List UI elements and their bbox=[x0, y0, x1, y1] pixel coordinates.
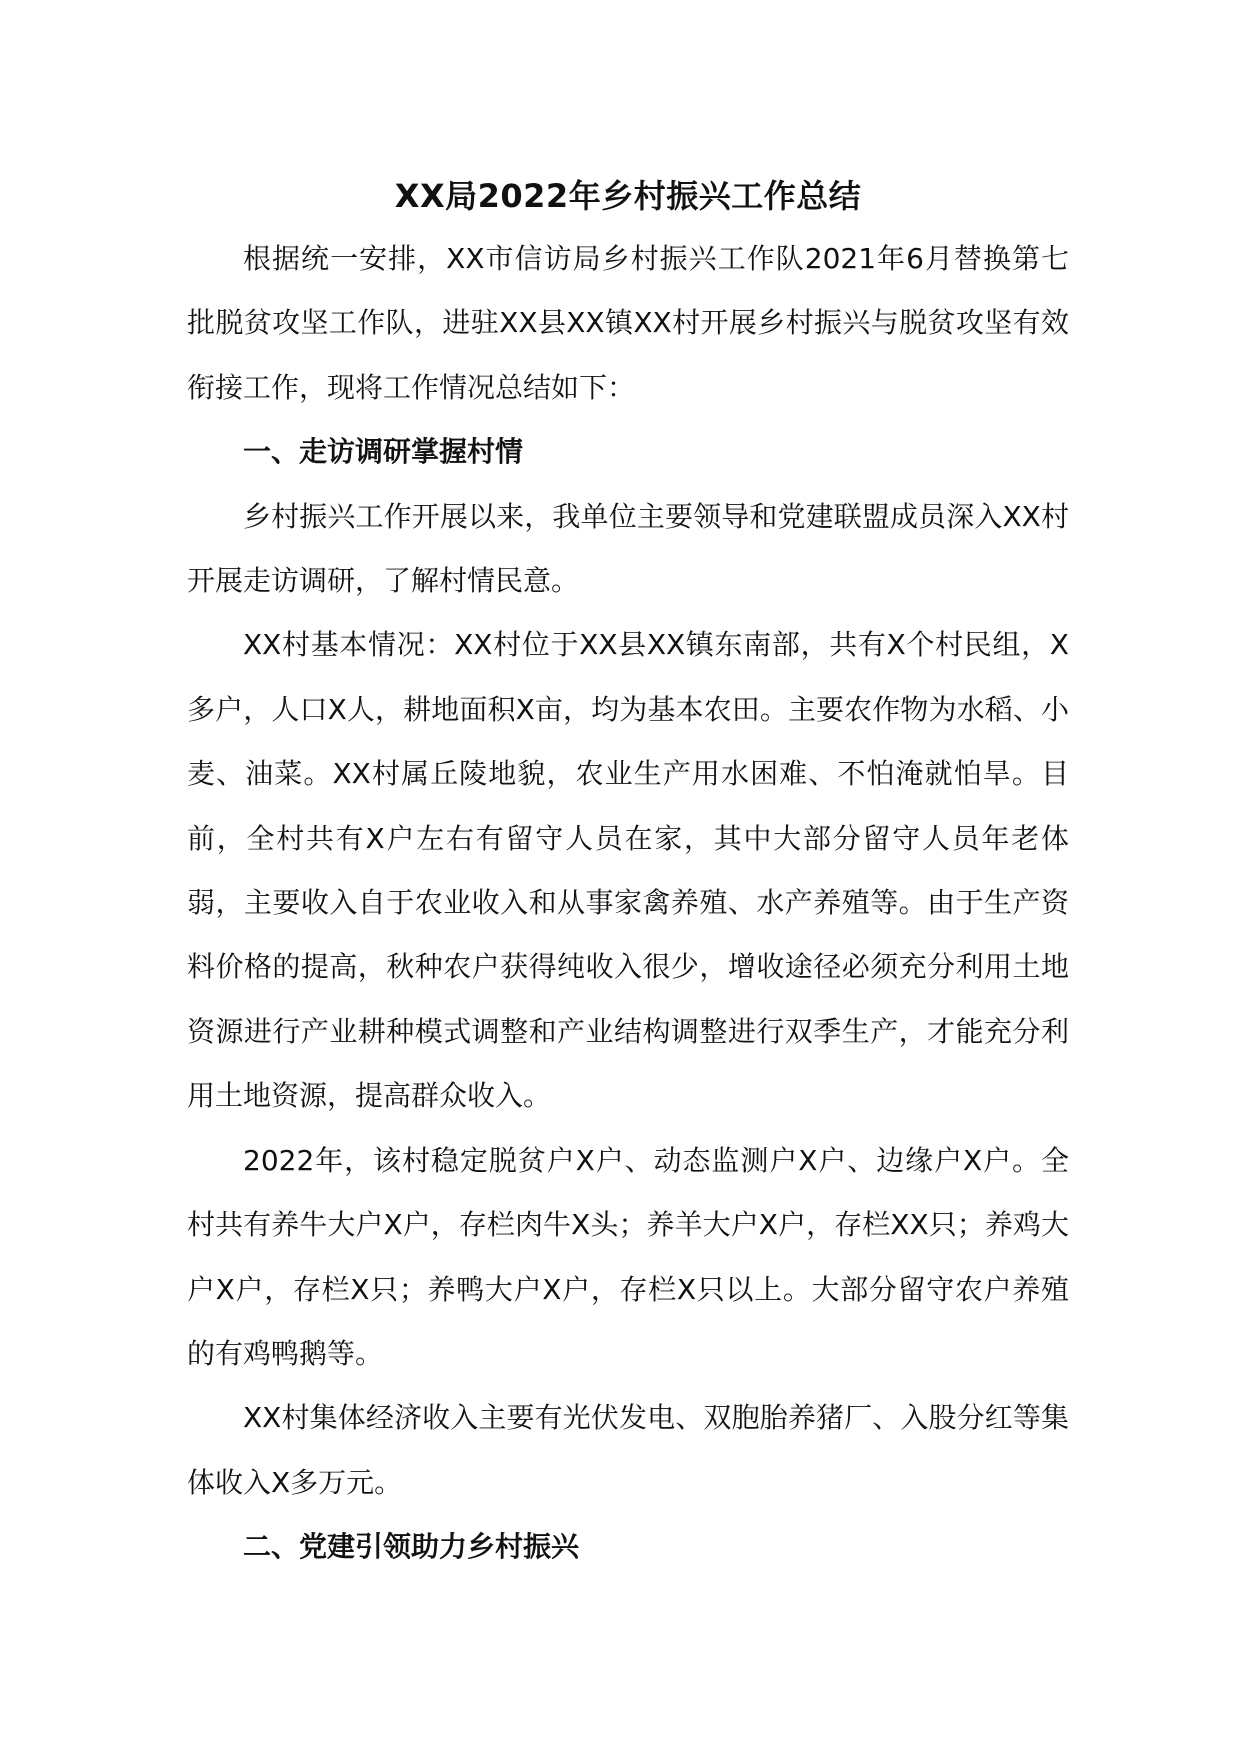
section1-paragraph-1: 乡村振兴工作开展以来，我单位主要领导和党建联盟成员深入XX村开展走访调研，了解村情民意。 bbox=[187, 499, 1069, 598]
section-heading-2: 二、党建引领助力乡村振兴 bbox=[243, 1530, 580, 1564]
section1-paragraph-2: XX村基本情况：XX村位于XX县XX镇东南部，共有X个村民组，X多户，人口X人，耕地面积X亩，均为基本农田。主要农作物为水稻、小麦、油菜。XX村属丘陵地貌，农业生产用水困难、不怕淹就怕旱。目前，全村共有X户左右有留守人员在家，其中大部分留守人员年老体弱，主要收入自于农业收入和从事家禽养殖、水产养殖等。由于生产资料价格的提高，秋种农户获得纯收入很少，增收途径必须充分利用土地资源进行产业耕种模式调整和产业结构调整进行双季生产，才能充分利用土地资源，提高群众收入。 bbox=[187, 628, 1069, 1113]
section1-paragraph-4: XX村集体经济收入主要有光伏发电、双胞胎养猪厂、入股分红等集体收入X多万元。 bbox=[187, 1401, 1069, 1499]
document-body bbox=[187, 170, 1069, 1580]
section-heading-1: 一、走访调研掌握村情 bbox=[243, 435, 524, 469]
section1-paragraph-3: 2022年，该村稳定脱贫户X户、动态监测户X户、边缘户X户。全村共有养牛大户X户，存栏肉牛X头；养羊大户X户，存栏XX只；养鸡大户X户，存栏X只；养鸭大户X户，存栏X只以上。大部分留守农户养殖的有鸡鸭鹅等。 bbox=[187, 1143, 1069, 1370]
document-title: XX局2022年乡村振兴工作总结 bbox=[394, 177, 862, 215]
intro-paragraph: 根据统一安排，XX市信访局乡村振兴工作队2021年6月替换第七批脱贫攻坚工作队，进驻XX县XX镇XX村开展乡村振兴与脱贫攻坚有效衔接工作，现将工作情况总结如下： bbox=[187, 242, 1069, 404]
